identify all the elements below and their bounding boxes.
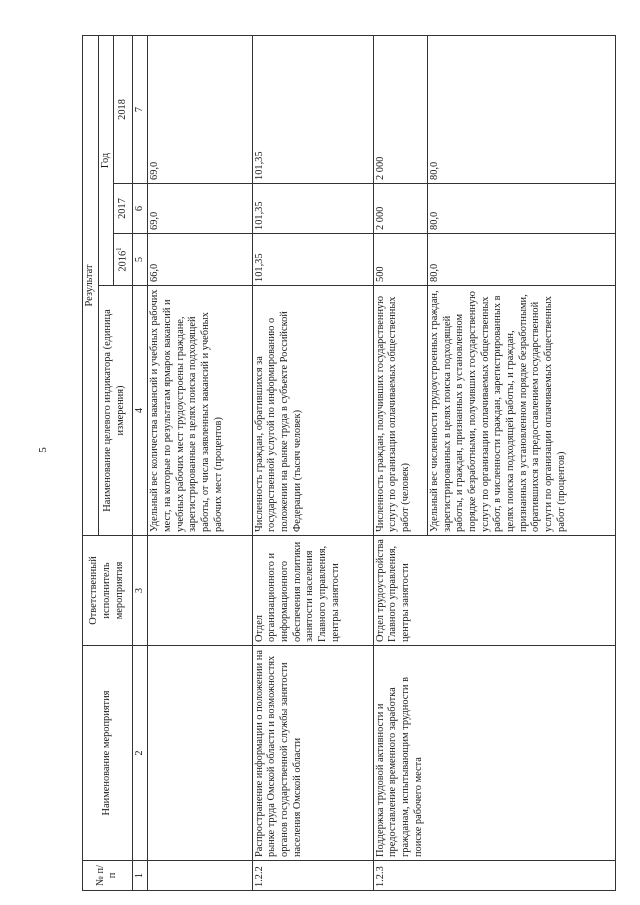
header-year-2017: 2017	[114, 184, 132, 234]
value-2016: 101,35	[252, 234, 373, 286]
value-2016: 66,0	[148, 234, 252, 286]
value-2017: 69,0	[148, 184, 252, 234]
header-year-2018: 2018	[114, 35, 132, 183]
table-row	[373, 35, 427, 890]
row-indicator: Удельный вес количества вакансий и учебных рабочих мест, на которые по результатам ярмарок вакансий и учебных рабочих мест трудоустроены граждане, зарегистрированные в целях поиска подходящей работы, от числа заявленных вакансий и учебных рабочих мест (процентов)	[148, 286, 252, 536]
table-row	[252, 35, 373, 890]
table-row	[148, 35, 252, 890]
rotated-table-container	[82, 36, 616, 891]
row-indicator: Численность граждан, обратившихся за государственной услугой по информированию о положении на рынке труда в субъекте Российской Федерации (тысяч человек)	[252, 286, 373, 536]
column-number: 4	[132, 286, 148, 536]
header-responsible: Ответственный исполнитель мероприятия	[83, 536, 133, 646]
page-number: 5	[36, 447, 49, 453]
row-responsible: Отдел трудоустройства Главного управления, центры занятости	[373, 536, 615, 646]
row-indicator: Численность граждан, получивших государственную услугу по организации оплачиваемых общественных работ (человек)	[373, 286, 427, 536]
row-event	[148, 646, 252, 861]
header-year: Год	[98, 35, 114, 285]
column-number: 6	[132, 184, 148, 234]
row-responsible	[148, 536, 252, 646]
row-event: Распространение информации о положении на рынке труда Омской области и возможностях органов государственной службы занятости населения Омской области	[252, 646, 373, 861]
value-2016: 500	[373, 234, 427, 286]
value-2016: 80,0	[427, 234, 615, 286]
column-number: 5	[132, 234, 148, 286]
program-table	[82, 35, 616, 891]
header-result: Результат	[83, 35, 99, 535]
column-number: 3	[132, 536, 148, 646]
footnote-marker: 1	[115, 247, 124, 251]
value-2018: 101,35	[252, 35, 373, 183]
column-number: 2	[132, 646, 148, 861]
value-2017: 80,0	[427, 184, 615, 234]
header-num: № п/п	[83, 861, 133, 891]
row-event: Поддержка трудовой активности и предоставление временного заработка гражданам, испытывающим трудности в поиске рабочего места	[373, 646, 615, 861]
value-2018: 69,0	[148, 35, 252, 183]
header-year-2016: 2016$^1$	[114, 234, 132, 286]
row-num	[148, 861, 252, 891]
row-num: 1.2.2	[252, 861, 373, 891]
column-number: 1	[132, 861, 148, 891]
row-indicator: Удельный вес численности трудоустроенных граждан, зарегистрированных в целях поиска подходящей работы, и граждан, признанных в установленном порядке безработными, получивших государственную услугу по организации оплачиваемых общественных работ, в численности граждан, зарегистрированных в целях поиска подходящей работы, и граждан, признанных в установленном порядке безработными, обратившихся за предоставлением государственной услуги по организации оплачиваемых общественных работ (процентов)	[427, 286, 615, 536]
header-event: Наименование мероприятия	[83, 646, 133, 861]
value-2017: 101,35	[252, 184, 373, 234]
value-2017: 2 000	[373, 184, 427, 234]
value-2018: 80,0	[427, 35, 615, 183]
row-responsible: Отдел организационного и информационного обеспечения политики занятости населения Главного управления, центры занятости	[252, 536, 373, 646]
header-indicator: Наименование целевого индикатора (единица измерения)	[98, 286, 132, 536]
column-number: 7	[132, 35, 148, 183]
value-2018: 2 000	[373, 35, 427, 183]
row-num: 1.2.3	[373, 861, 615, 891]
